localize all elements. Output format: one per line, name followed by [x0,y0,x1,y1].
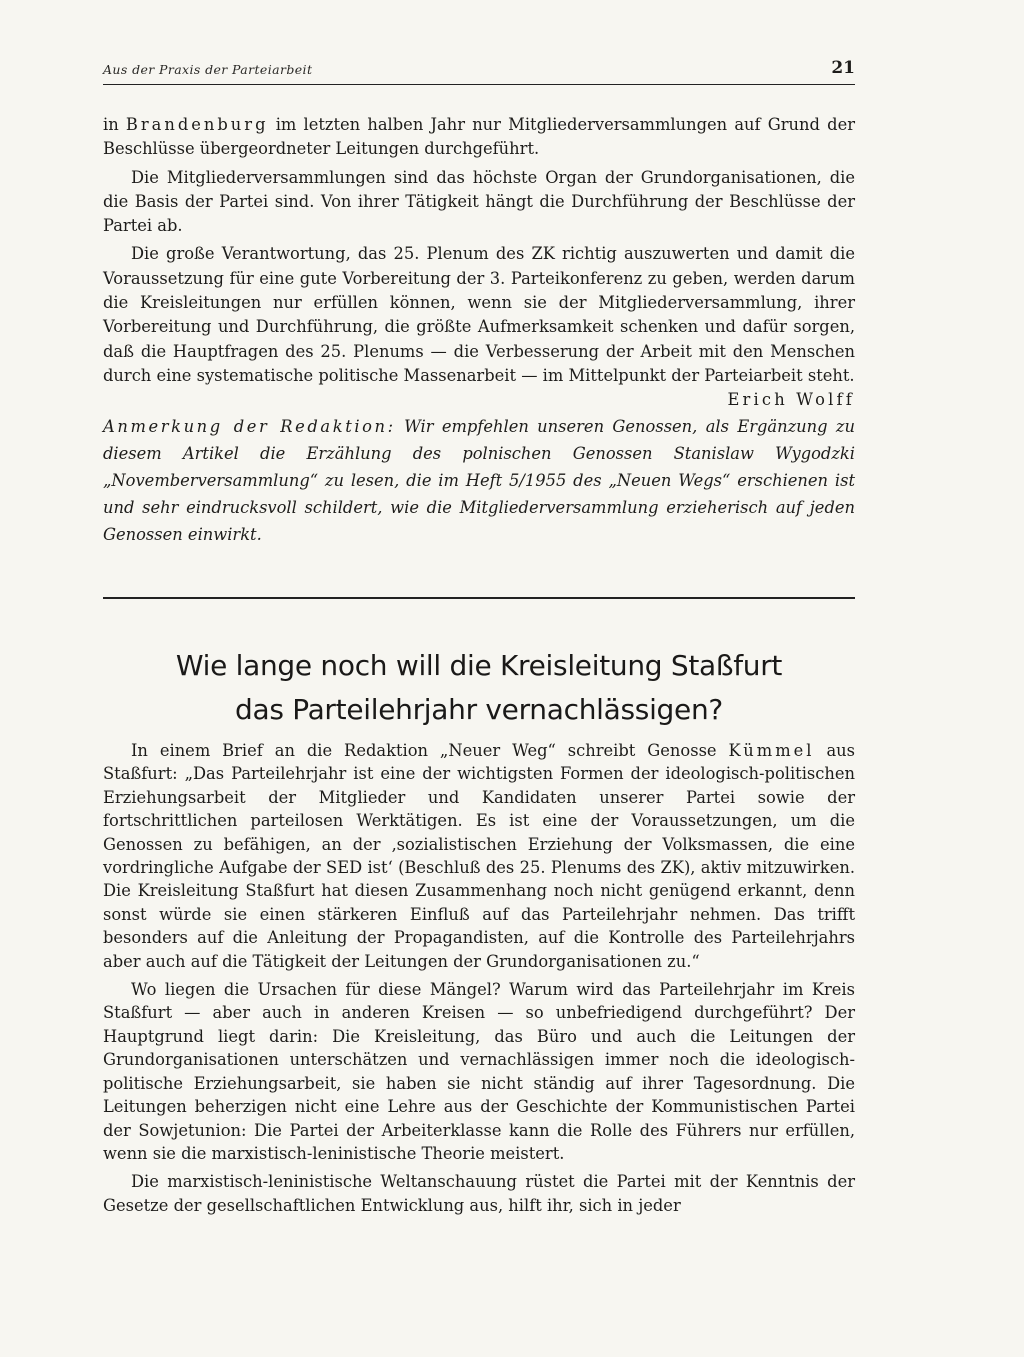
intro-paragraph-3 [103,242,855,410]
intro-paragraph-2: Die Mitgliederversammlungen sind das höchste Organ der Grundorganisationen, die die Basis der Partei sind. Von ihrer Tätigkeit hängt die Durchführung der Beschlüsse der Partei ab. [103,167,855,236]
article-paragraph-1 [103,739,855,973]
article-p1-rest: aus Staßfurt: „Das Parteilehrjahr ist eine der wichtigsten Formen der ideologisch-politischen Erziehungsarbeit der Mitglieder und Kandidaten unserer Partei sowie der fortschrittlichen parteilosen Werktätigen. Es ist eine der Voraussetzungen, um die Genossen zu befähigen, an der ‚sozialistischen Erziehung der Volksmassen, die eine vordringliche Aufgabe der SED ist‘ (Beschluß des 25. Plenums des ZK), aktiv mitzuwirken. Die Kreisleitung Staßfurt hat diesen Zusammenhang noch nicht genügend erkannt, denn sonst würde sie einen stärkeren Einfluß auf das Parteilehrjahr nehmen. Das trifft besonders auf die Anleitung der Propagandisten, auf die Kontrolle des Parteilehrjahrs aber auch auf die Tätigkeit der Leitungen der Grundorganisationen zu.“ [103,741,855,971]
place-name: Brandenburg [125,115,269,134]
article-p1-start: In einem Brief an die Redaktion „Neuer Weg“ schreibt Genosse [131,741,729,760]
article-paragraph-2: Wo liegen die Ursachen für diese Mängel? Warum wird das Parteilehrjahr im Kreis Staßfurt — aber auch in anderen Kreisen — so unbefriedigend durchgeführt? Der Hauptgrund liegt darin: Die Kreisleitung, das Büro und auch die Leitungen der Grundorganisationen unterschätzen und vernachlässigen immer noch die ideologisch-politische Erziehungsarbeit, sie haben sie nicht ständig auf ihrer Tagesordnung. Die Leitungen beherzigen nicht eine Lehre aus der Geschichte der Kommunistischen Partei der Sowjetunion: Die Partei der Arbeiterklasse kann die Rolle des Führers nur erfüllen, wenn sie die marxistisch-leninistische Theorie meistert. [103,980,855,1163]
page-header [103,58,855,82]
editorial-note-label: Anmerkung der Redaktion: [103,417,396,436]
header-rule [103,84,855,85]
intro-p1-rest: im letzten halben Jahr nur Mitgliederversammlungen auf Grund der Beschlüsse übergeordneter Leitungen durchgeführt. [103,115,855,159]
editorial-note-text: Wir empfehlen unseren Genossen, als Ergänzung zu diesem Artikel die Erzählung des polnischen Genossen Stanislaw Wygodzki „Novemberversammlung“ zu lesen, die im Heft 5/1955 des „Neuen Wegs“ erschienen ist und sehr eindrucksvoll schildert, wie die Mitgliederversammlung erzieherisch auf jeden Genossen einwirkt. [103,417,855,544]
intro-p1-start: in [103,115,126,134]
page-number: 21 [831,58,855,78]
intro-paragraph-1 [103,113,855,162]
author-signature: Erich Wolff [727,390,855,410]
intro-p3-text: Die große Verantwortung, das 25. Plenum des ZK richtig auszuwerten und damit die Voraussetzung für eine gute Vorbereitung der 3. Parteikonferenz zu geben, werden darum die Kreisleitungen nur erfüllen können, wenn sie der Mitgliederversammlung, ihrer Vorbereitung und Durchführung, die größte Aufmerksamkeit schenken und dafür sorgen, daß die Hauptfragen des 25. Plenums — die Verbesserung der Arbeit mit den Menschen durch eine systematische politische Massenarbeit — im Mittelpunkt der Parteiarbeit steht. [103,244,855,385]
article-body [103,739,855,1222]
article-title [103,644,855,732]
person-name: Kümmel [728,741,815,760]
article-title-line-1: Wie lange noch will die Kreisleitung Staßfurt [175,649,783,682]
editorial-note [103,413,855,548]
running-head: Aus der Praxis der Parteiarbeit [103,62,313,77]
article-paragraph-3: Die marxistisch-leninistische Weltanschauung rüstet die Partei mit der Kenntnis der Gesetze der gesellschaftlichen Entwicklung aus, hilft ihr, sich in jeder [103,1172,855,1215]
article-title-line-2: das Parteilehrjahr vernachlässigen? [235,693,723,726]
intro-section [103,113,855,413]
section-divider [103,597,855,599]
